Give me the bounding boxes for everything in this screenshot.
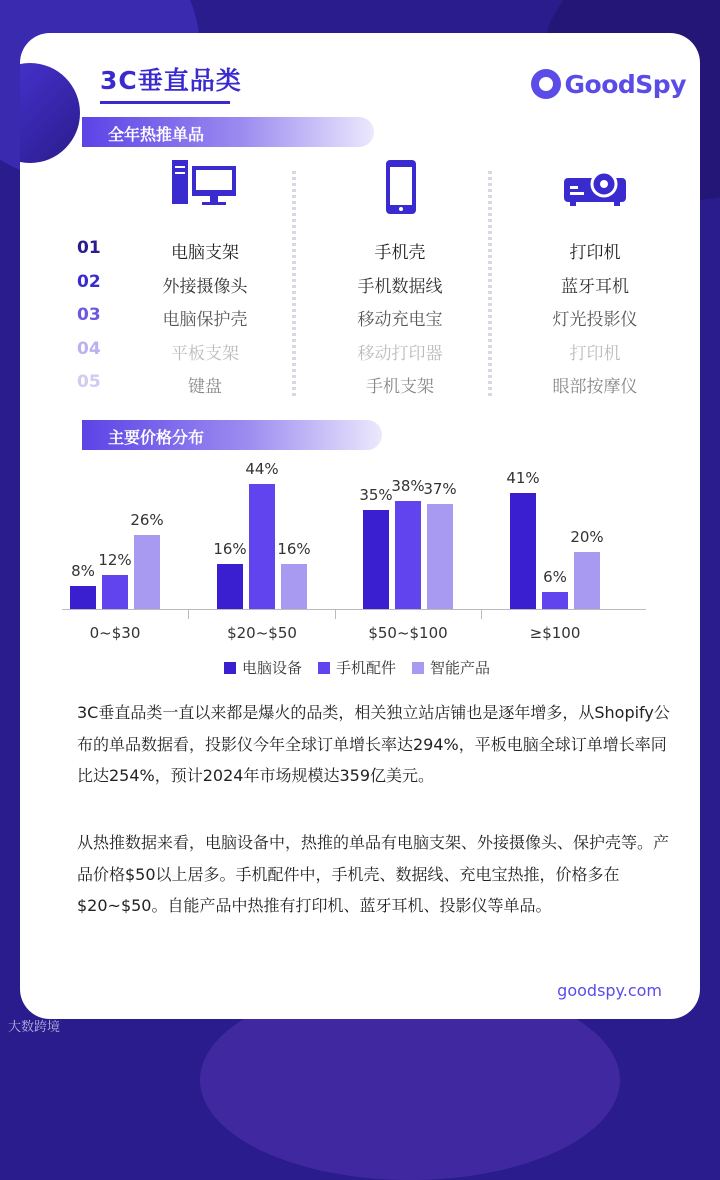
section-title: 全年热推单品 (108, 125, 205, 144)
chart-bar (134, 535, 160, 609)
chart-bar (70, 586, 96, 609)
chart-legend (224, 657, 490, 678)
section-title: 主要价格分布 (108, 428, 205, 447)
projector-icon (560, 158, 630, 218)
section-header-price-distribution (82, 420, 382, 450)
goodspy-logo (531, 69, 686, 99)
hot-item: 电脑支架 (171, 243, 239, 263)
legend-swatch (412, 662, 424, 674)
column-divider (292, 171, 296, 396)
chart-bar (395, 501, 421, 609)
hot-item: 眼部按摩仪 (552, 377, 638, 397)
hot-item: 平板支架 (171, 343, 239, 364)
chart-bar (542, 592, 568, 609)
axis-tick (481, 609, 482, 619)
data-label: 41% (506, 468, 540, 487)
legend-label: 手机配件 (336, 659, 397, 677)
chart-bar (363, 510, 389, 609)
chart-bar (102, 575, 128, 609)
chart-bar (574, 552, 600, 609)
rank-number: 04 (77, 338, 101, 359)
hot-item: 移动充电宝 (357, 310, 443, 330)
website-url[interactable]: goodspy.com (557, 981, 662, 1000)
legend-item (224, 657, 302, 678)
legend-item (412, 657, 490, 678)
rank-number: 02 (77, 271, 101, 292)
hot-item: 打印机 (569, 343, 621, 364)
hot-item: 键盘 (188, 377, 222, 397)
mobile-phone-icon (366, 158, 436, 218)
rank-number: 05 (77, 372, 101, 392)
data-label: 38% (391, 477, 425, 496)
data-label: 37% (423, 480, 457, 499)
axis-tick (335, 609, 336, 619)
title-underline (100, 101, 230, 104)
rank-number: 01 (77, 238, 101, 258)
chart-bar (427, 504, 453, 609)
hot-item: 移动打印器 (357, 343, 443, 364)
data-label: 16% (213, 539, 247, 558)
chart-bar (281, 564, 307, 609)
data-label: 12% (98, 551, 132, 570)
hot-item: 手机壳 (374, 243, 426, 263)
legend-label: 电脑设备 (242, 659, 303, 677)
column-divider (488, 171, 492, 396)
content-card (20, 33, 700, 1019)
logo-icon (531, 69, 561, 99)
hot-item: 打印机 (569, 243, 621, 263)
category-label: ≥$100 (529, 624, 581, 642)
data-label: 26% (130, 511, 164, 530)
logo-text: GoodSpy (564, 69, 686, 99)
legend-item (318, 657, 396, 678)
data-label: 35% (359, 485, 393, 504)
data-label: 44% (245, 460, 279, 479)
chart-bar (510, 493, 536, 609)
chart-bar (217, 564, 243, 609)
hot-item: 蓝牙耳机 (561, 276, 629, 297)
description-paragraph: 从热推数据来看，电脑设备中，热推的单品有电脑支架、外接摄像头、保护壳等。产品价格$50以上居多。手机配件中，手机壳、数据线、充电宝热推，价格多在$20~$50。自能产品中热推有打印机、蓝牙耳机、投影仪等单品。 (77, 833, 670, 915)
legend-swatch (224, 662, 236, 674)
legend-label: 智能产品 (430, 659, 491, 677)
category-label: $50~$100 (368, 624, 448, 642)
category-label: $20~$50 (227, 624, 297, 642)
page-title: 3C垂直品类 (100, 66, 242, 95)
decorative-circle (20, 63, 80, 163)
hot-item: 手机数据线 (357, 276, 443, 297)
axis-tick (188, 609, 189, 619)
hot-item: 外接摄像头 (162, 276, 248, 297)
rank-number: 03 (77, 305, 101, 325)
watermark: 大数跨境 (8, 1020, 61, 1035)
category-label: 0~$30 (89, 624, 141, 642)
x-axis (62, 609, 646, 610)
hot-item: 灯光投影仪 (552, 310, 638, 330)
desktop-computer-icon (170, 158, 240, 218)
data-label: 20% (570, 528, 604, 547)
hot-item: 手机支架 (366, 377, 434, 397)
data-label: 6% (543, 568, 567, 587)
data-label: 8% (71, 562, 95, 581)
data-label: 16% (277, 539, 311, 558)
section-header-hot-items (82, 117, 374, 147)
description-paragraph: 3C垂直品类一直以来都是爆火的品类，相关独立站店铺也是逐年增多，从Shopify公布的单品数据看，投影仪今年全球订单增长率达294%，平板电脑全球订单增长率同比达254%，预计2024年市场规模达359亿美元。 (77, 703, 670, 785)
legend-swatch (318, 662, 330, 674)
hot-item: 电脑保护壳 (162, 310, 248, 330)
